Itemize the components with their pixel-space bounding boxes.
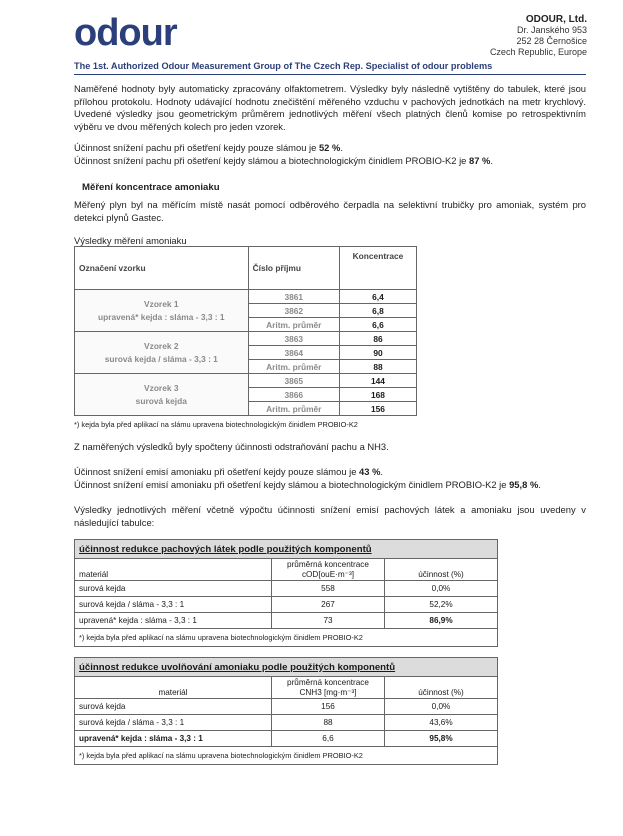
material-cell: upravená* kejda : sláma - 3,3 : 1 [75,613,272,629]
concentration-cell: 73 [272,613,385,629]
average-value: 88 [339,360,416,374]
efficiency-cell: 0,0% [385,699,498,715]
header-divider [74,74,586,75]
column-header: materiál [75,677,272,699]
address-line: Czech Republic, Europe [489,47,587,57]
intro-paragraph: Naměřené hodnoty byly automaticky zpracovány olfaktometrem. Výsledky byly následně vytištěny do tabulek, které jsou přílohou protokolu. Hodnoty udávající hodnotu znečištění měřeného vzduchu v pachových jednotkách na metr krychlový. Uvedené výsledky jsou geometrickým průměrem jednotlivých měření všech platných členů komise po retrospektivním výběru ve dvou měřených kolech pro jeden vzorek. [74,83,586,132]
sample-cell: Vzorek 1 upravená* kejda : sláma - 3,3 : 1 [75,290,249,332]
efficiency-cell: 86,9% [385,613,498,629]
tagline: The 1st. Authorized Odour Measurement Group of The Czech Rep. Specialist of odour problems [74,61,493,71]
average-label: Aritm. průměr [248,402,339,416]
receipt-number: 3866 [248,388,339,402]
ammonia-paragraph: Měřený plyn byl na měřícím místě nasát pomocí odběrového čerpadla na selektivní trubičky pro amoniak, systém pro detekci plynů Gastec. [74,199,586,223]
sample-cell: Vzorek 2 surová kejda / sláma - 3,3 : 1 [75,332,249,374]
table-footnote: *) kejda byla před aplikací na slámu upravena biotechnologickým činidlem PROBIO-K2 [74,420,358,429]
table-row [75,731,498,747]
table-row [75,581,498,597]
table-row [75,715,498,731]
concentration-value: 90 [339,346,416,360]
results-label: Výsledky měření amoniaku [74,235,187,246]
column-header: materiál [75,559,272,581]
sample-cell: Vzorek 3 surová kejda [75,374,249,416]
ammonia-reduction-table [74,657,498,765]
concentration-cell: 6,6 [272,731,385,747]
concentration-cell: 267 [272,597,385,613]
table-header-row [75,677,498,699]
table-header-row [75,247,417,290]
table-row [75,332,417,346]
table-header-row [75,559,498,581]
ammonia-efficiency-straw: Účinnost snížení emisí amoniaku při ošetření kejdy pouze slámou je 43 %. [74,466,384,477]
concentration-value: 86 [339,332,416,346]
concentration-cell: 88 [272,715,385,731]
efficiency-cell: 52,2% [385,597,498,613]
company-address [490,14,587,58]
column-header: Označení vzorku [75,247,249,290]
receipt-number: 3865 [248,374,339,388]
material-cell: surová kejda / sláma - 3,3 : 1 [75,597,272,613]
average-label: Aritm. průměr [248,360,339,374]
odour-efficiency-probio: Účinnost snížení pachu při ošetření kejdy slámou a biotechnologickým činidlem PROBIO-K2 je 87 %. [74,155,493,166]
odour-efficiency-straw: Účinnost snížení pachu při ošetření kejdy pouze slámou je 52 %. [74,142,343,153]
address-line: 252 28 Černošice [516,36,587,46]
material-cell: surová kejda [75,581,272,597]
ammonia-heading: Měření koncentrace amoniaku [82,182,220,193]
average-label: Aritm. průměr [248,318,339,332]
table-row [75,597,498,613]
odour-reduction-table [74,539,498,647]
concentration-cell: 156 [272,699,385,715]
table-title-row [75,658,498,677]
table-note-row [75,629,498,647]
table-note-row [75,747,498,765]
column-header: Koncentrace [339,247,416,290]
efficiency-cell: 95,8% [385,731,498,747]
address-line: Dr. Janského 953 [516,25,587,35]
concentration-value: 168 [339,388,416,402]
ammonia-efficiency-probio: Účinnost snížení emisí amoniaku při ošetření kejdy slámou a biotechnologickým činidlem PROBIO-K2 je 95,8 %. [74,479,541,490]
receipt-number: 3863 [248,332,339,346]
table-footnote: *) kejda byla před aplikací na slámu upravena biotechnologickým činidlem PROBIO-K2 [75,747,498,765]
material-cell: surová kejda / sláma - 3,3 : 1 [75,715,272,731]
table-footnote: *) kejda byla před aplikací na slámu upravena biotechnologickým činidlem PROBIO-K2 [75,629,498,647]
company-name: ODOUR, Ltd. [525,14,587,25]
column-header: průměrná koncentrace CNH3 [mg·m⁻³] [272,677,385,699]
table-title: účinnost redukce uvolňování amoniaku podle použitých komponentů [79,661,396,673]
efficiency-cell: 43,6% [385,715,498,731]
table-title-row [75,540,498,559]
material-cell: upravená* kejda : sláma - 3,3 : 1 [75,731,272,747]
average-value: 6,6 [339,318,416,332]
receipt-number: 3864 [248,346,339,360]
average-value: 156 [339,402,416,416]
company-logo [74,14,184,62]
logo-text: odour [74,12,177,54]
ammonia-results-table [74,246,417,416]
efficiency-cell: 0,0% [385,581,498,597]
concentration-value: 6,4 [339,290,416,304]
column-header: průměrná koncentrace cOD[ouE·m⁻³] [272,559,385,581]
concentration-cell: 558 [272,581,385,597]
table-row [75,374,417,388]
table-row [75,290,417,304]
concentration-value: 6,8 [339,304,416,318]
receipt-number: 3861 [248,290,339,304]
concentration-value: 144 [339,374,416,388]
column-header: účinnost (%) [385,677,498,699]
table-row [75,699,498,715]
material-cell: surová kejda [75,699,272,715]
table-row [75,613,498,629]
calculation-paragraph: Z naměřených výsledků byly spočteny účinnosti odstraňování pachu a NH3. [74,441,389,452]
summary-paragraph: Výsledky jednotlivých měření včetně výpočtu účinnosti snížení emisí pachových látek a amoniaku jsou uvedeny v následující tabulce: [74,504,586,528]
column-header: Číslo příjmu [248,247,339,290]
column-header: účinnost (%) [385,559,498,581]
receipt-number: 3862 [248,304,339,318]
table-title: účinnost redukce pachových látek podle použitých komponentů [79,543,372,555]
